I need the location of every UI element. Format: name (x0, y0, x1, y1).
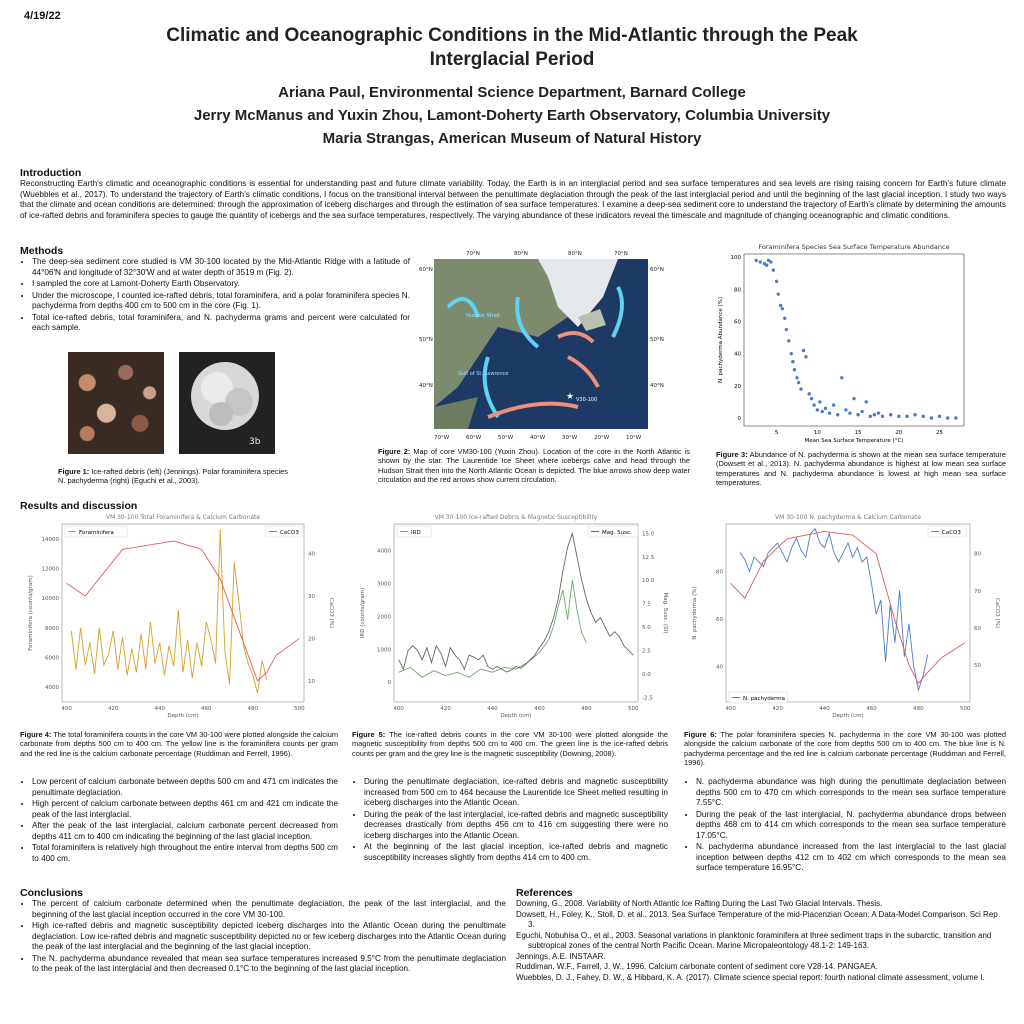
x-tick-label: 500 (294, 706, 305, 712)
data-point (781, 307, 784, 310)
y-axis-label: CaCO3 (%) (994, 597, 1000, 629)
x-tick-label: 460 (534, 706, 545, 712)
data-point (759, 260, 762, 263)
legend-label: CaCO3 (280, 530, 299, 536)
poster-date: 4/19/22 (24, 10, 61, 22)
conclusions-list (20, 899, 506, 975)
series-line-mag-susc (399, 533, 634, 672)
x-tick-label: 460 (866, 706, 877, 712)
data-point (905, 415, 908, 418)
conclusions-heading: Conclusions (20, 887, 84, 899)
caption-label: Figure 1: (58, 467, 90, 476)
x-tick-label: 420 (772, 706, 783, 712)
y-tick-label: 0.0 (642, 671, 651, 678)
data-point (865, 400, 868, 403)
foraminifera-shell-icon (179, 352, 275, 454)
results-list-1 (20, 777, 338, 865)
map-bottom-labels (434, 435, 642, 441)
y-tick-label: 10 (308, 678, 315, 685)
y-tick-label: 60 (734, 319, 741, 326)
map-left-labels (419, 267, 433, 389)
list-item: • During the peak of the last interglacial, ice-rafted debris and magnetic susceptibility decreases drastically from depths 456 cm to 416 cm suggesting there were no iceberg discharges into the Atlantic Ocean. (364, 810, 668, 842)
introduction-section (20, 167, 1006, 221)
caption-text: The ice-rafted debris counts in the core VM 30-100 were plotted alongside the magnetic susceptibility from depths 500 cm to 400 cm. The green line is the ice-rafted debris counts per gram and the grey line is the magnetic susceptibility (Downing, 2008). (352, 730, 668, 758)
data-point (797, 381, 800, 384)
data-point (804, 355, 807, 358)
legend-label: Foraminifera (79, 530, 114, 536)
svg-text:50°N: 50°N (419, 337, 433, 343)
reference-item: Eguchi, Nobuhisa O., et al., 2003. Seasonal variations in planktonic foraminifera at three sediment traps in the subarctic, transition and subtropical zones of the central North Pacific Ocean. Marine Micropaleontology 48.1-2: 149-163. (516, 930, 992, 950)
list-item: • N. pachyderma abundance increased from the last interglacial to the last glacial inception between depths 412 cm to 402 cm which corresponds to the mean sea surface temperature 16.95°C. (696, 842, 1006, 874)
list-item: • At the beginning of the last glacial inception, ice-rafted debris and magnetic susceptibility increases slightly from depths 414 cm to 400 cm. (364, 842, 668, 863)
x-tick-label: 480 (913, 706, 924, 712)
conclusions-section (20, 887, 506, 976)
data-point (828, 411, 831, 414)
data-point (810, 397, 813, 400)
x-tick-label: 480 (247, 706, 259, 712)
y-axis-label: N. pachyderma (%) (692, 586, 698, 640)
svg-text:50°N: 50°N (650, 337, 664, 343)
data-point (812, 403, 815, 406)
caption-text: The polar foraminifera species N. pachyderma in the core VM 30-100 was plotted alongside the calcium carbonate of the core from depths 500 cm to 400 cm. The blue line is N. pachyderma percentage and the red line is calcium carbonate percentage (Ruddiman and Ferrell, 1996). (684, 730, 1006, 768)
data-point (783, 317, 786, 320)
figure1-caption (58, 467, 288, 486)
data-point (946, 416, 949, 419)
list-item: • N. pachyderma abundance was high during the penultimate deglaciation between depths 500 cm to 470 cm which corresponds to the mean sea surface temperature 7.55°C. (696, 777, 1006, 809)
x-tick-label: 440 (487, 706, 498, 712)
x-tick-label: 400 (725, 706, 736, 712)
data-point (889, 413, 892, 416)
list-item: • Under the microscope, I counted ice-rafted debris, total foraminifera, and a polar foraminifera species N. pachyderma from depths 400 cm to 500 cm in the core (Fig. 1). (32, 291, 410, 312)
y-tick-label: 20 (734, 383, 741, 390)
caption-label: Figure 2: (378, 447, 411, 456)
x-tick-label: 20 (895, 430, 903, 436)
plot-frame (62, 524, 304, 702)
results-heading: Results and discussion (20, 500, 138, 512)
y-tick-label: 40 (308, 551, 315, 558)
map-label: Hudson Strait (466, 313, 501, 319)
y-tick-label: 0 (387, 680, 391, 687)
data-point (954, 416, 957, 419)
figure3-scatter-chart (714, 240, 976, 445)
chart-title: VM 30-100 Total Foraminifera & Calcium Carbonate (105, 514, 261, 521)
svg-text:20°W: 20°W (594, 435, 610, 441)
caption-text: The total foraminifera counts in the core VM 30-100 were plotted alongside the calcium carbonate from depths 500 cm to 400 cm. The yellow line is the foraminifera counts per gram and the red line is the calcium carbonate percentage (Ruddiman and Ferrell, 1996). (20, 730, 338, 758)
chart-title: Foraminifera Species Sea Surface Temperature Abundance (758, 243, 950, 251)
poster-title-line2: Interglacial Period (429, 49, 595, 70)
results-list-3 (684, 777, 1006, 875)
data-point (913, 413, 916, 416)
author-line: Jerry McManus and Yuxin Zhou, Lamont-Doherty Earth Observatory, Columbia University (193, 107, 831, 124)
x-axis-label: Depth (cm) (832, 713, 864, 719)
x-tick-label: 500 (628, 706, 639, 712)
map-right-labels (650, 267, 664, 389)
figure3-caption (716, 450, 1006, 488)
y-tick-label: 8000 (45, 625, 59, 632)
x-tick-label: 10 (813, 430, 821, 436)
y-axis-label: IRD (counts/gram) (360, 587, 366, 639)
poster-title-line1: Climatic and Oceanographic Conditions in the Mid-Atlantic through the Peak (166, 25, 858, 46)
y-axis-label: N. pachyderma Abundance (%) (718, 297, 724, 383)
map-top-labels (466, 251, 628, 257)
data-point (836, 413, 839, 416)
legend-label: IRD (411, 530, 421, 536)
north-atlantic-map (418, 247, 664, 445)
svg-text:30°W: 30°W (562, 435, 578, 441)
x-tick-label: 480 (581, 706, 592, 712)
data-point (840, 376, 843, 379)
y-axis-label: Foraminifera (counts/gram) (28, 575, 34, 651)
svg-text:80°N: 80°N (568, 251, 582, 257)
reference-item: Ruddiman, W.F., Farrell, J. W., 1996. Calcium carbonate content of sediment core V28-14. PANGAEA. (516, 962, 878, 971)
data-point (881, 415, 884, 418)
data-point (869, 415, 872, 418)
references-section (516, 887, 1006, 983)
data-point (769, 260, 772, 263)
data-point (844, 408, 847, 411)
svg-text:10°W: 10°W (626, 435, 642, 441)
references-heading: References (516, 887, 573, 899)
reference-item: Wuebbles, D. J., Fahey, D. W., & Hibbard, K. A. (2017). Climate science special report: fourth national climate assessment, volume I. (516, 972, 985, 982)
data-point (799, 387, 802, 390)
list-item: • High percent of calcium carbonate between depths 461 cm and 421 cm indicate the peak of the last interglacial. (32, 799, 338, 820)
map-label: V30-100 (576, 397, 598, 403)
data-point (816, 408, 819, 411)
y-tick-label: 100 (730, 255, 741, 262)
reference-item: Dowsett, H., Foley, K., Stoll, D. et al., 2013. Sea Surface Temperature of the mid-Piacenzian Ocean: A Data-Model Comparison. Sci Rep 3. (516, 909, 998, 929)
x-tick-label: 420 (107, 706, 119, 712)
figure5-line-chart (352, 510, 674, 725)
list-item: • The deep-sea sediment core studied is VM 30-100 located by the Mid-Atlantic Ridge with a latitude of 44°06'N and longitude of 32°30'W and at water depth of 3519 m (Fig. 2). (32, 257, 410, 278)
y-tick-label: 15.0 (642, 531, 655, 538)
series-line-caco3 (731, 531, 966, 683)
legend-label: Mag. Susc. (602, 530, 632, 536)
list-item: • Low percent of calcium carbonate between depths 500 cm and 471 cm indicates the penultimate deglaciation. (32, 777, 338, 798)
caption-label: Figure 3: (716, 450, 748, 459)
series-line-pachyderma (740, 529, 928, 690)
series-line-ird (399, 580, 587, 677)
y-tick-label: 5.0 (642, 625, 651, 632)
data-point (795, 376, 798, 379)
svg-text:50°W: 50°W (498, 435, 514, 441)
reference-item: Jennings, A.E. INSTAAR. (516, 951, 606, 961)
y-tick-label: 40 (716, 664, 723, 671)
y-tick-label: 20 (308, 636, 315, 643)
data-point (877, 411, 880, 414)
data-point (791, 360, 794, 363)
series-line-foraminifera (71, 530, 266, 693)
y-tick-label: 80 (716, 569, 723, 576)
data-point (765, 264, 768, 267)
svg-text:40°N: 40°N (650, 383, 664, 389)
figure4-caption (20, 730, 338, 758)
x-tick-label: 5 (774, 430, 779, 436)
photo-label: 3b (249, 437, 261, 447)
y-tick-label: 7.5 (642, 601, 651, 608)
results-list-2 (352, 777, 668, 864)
data-point (807, 392, 810, 395)
y-tick-label: 2000 (377, 614, 391, 621)
x-tick-label: 440 (819, 706, 830, 712)
core-star-icon: ★ (566, 392, 575, 402)
legend-label: CaCO3 (942, 530, 961, 536)
caption-label: Figure 5: (352, 730, 386, 739)
list-item: • Total foraminifera is relatively high throughout the entire interval from depths 500 cm to 400 cm. (32, 843, 338, 864)
y-tick-label: 30 (308, 594, 315, 601)
y-tick-label: 10000 (41, 596, 59, 603)
pachyderma-photo (179, 352, 275, 454)
y-axis-label: CaCO3 (%) (328, 597, 334, 629)
data-point (938, 415, 941, 418)
legend-label: N. pachyderma (743, 696, 786, 702)
list-item: • The N. pachyderma abundance revealed that mean sea surface temperatures increased 9.5°C from the penultimate deglaciation to the peak of the last interglacial and then decreased 0.1°C to the beginning of the last glacial inception. (32, 954, 506, 975)
y-tick-label: 2.5 (642, 648, 651, 655)
y-tick-label: 40 (734, 351, 741, 358)
figure2-caption (378, 447, 690, 485)
y-tick-label: 12.5 (642, 554, 655, 561)
y-tick-label: 14000 (41, 536, 59, 543)
ice-rafted-debris-photo (68, 352, 164, 454)
y-tick-label: 4000 (377, 548, 391, 555)
chart-title: VM 30-100 Ice-rafted Debris & Magnetic Susceptibility (434, 514, 598, 521)
data-point (818, 400, 821, 403)
x-axis-label: Depth (cm) (167, 713, 199, 719)
caption-label: Figure 4: (20, 730, 52, 739)
svg-text:70°N: 70°N (614, 251, 628, 257)
svg-text:40°N: 40°N (419, 383, 433, 389)
data-point (873, 413, 876, 416)
data-point (930, 416, 933, 419)
y-axis-label: Mag. Susc. (SI) (662, 592, 668, 634)
methods-section (20, 245, 410, 335)
plot-frame (394, 524, 638, 702)
data-point (787, 339, 790, 342)
plot-frame (726, 524, 970, 702)
author-line: Ariana Paul, Environmental Science Department, Barnard College (278, 84, 746, 101)
poster-title (0, 24, 1024, 72)
svg-text:60°W: 60°W (466, 435, 482, 441)
data-point (793, 368, 796, 371)
data-point (832, 403, 835, 406)
svg-text:60°N: 60°N (650, 267, 664, 273)
x-tick-label: 25 (936, 430, 944, 436)
list-item: • The percent of calcium carbonate determined when the penultimate deglaciation, the peak of the last interglacial, and the beginning of the last glacial inception occurred in the core VM 30-100. (32, 899, 506, 920)
y-tick-label: 80 (974, 551, 981, 558)
y-tick-label: 10.0 (642, 578, 655, 585)
x-tick-label: 400 (393, 706, 404, 712)
introduction-text: Reconstructing Earth’s climatic and oceanographic conditions is essential for understanding past and future climate variability. Today, the Earth is in an interglacial period and sea surface temperatures and sea levels are rising raising concern for Earth’s future climate (Wuebbles et al., 2017). To understand the trajectory of Earth’s climatic conditions, I focus on the transitional interval between the penultimate deglaciation through the peak of the last interglacial period and until the beginning of the last glacial inception. I study two ways that the climate and ocean conditions are determined: through the approximation of iceberg discharges and through the estimation of sea surface temperatures. I examine a deep-sea sediment core to understand the trajectory of Earth’s climate by determining the amounts of ice-rafted debris and foraminifera species to gauge the quantity of icebergs and the sea surface temperatures, respectively. The varying abundance of these indicators reveal the timescale and magnitude of changing oceanographic and climatic conditions. (20, 179, 1006, 220)
list-item: • Total ice-rafted debris, total foraminifera, and N. pachyderma grams and percent were calculated for each sample. (32, 313, 410, 334)
data-point (779, 304, 782, 307)
data-point (775, 280, 778, 283)
y-tick-label: 4000 (45, 685, 59, 692)
list-item: • High ice-rafted debris and magnetic susceptibility depicted iceberg discharges into the Atlantic Ocean during the penultimate deglaciation. Low ice-rafted debris and magnetic susceptibility depicted no or few iceberg discharges into the Atlantic Ocean during the peak of the last interglacial and the beginning of the last glacial inception. (32, 921, 506, 953)
svg-text:70°N: 70°N (466, 251, 480, 257)
y-tick-label: 3000 (377, 581, 391, 588)
data-point (755, 259, 758, 262)
introduction-heading: Introduction (20, 167, 82, 179)
map-label: Gulf of St. Lawrence (458, 371, 509, 377)
figure6-caption (684, 730, 1006, 768)
data-point (777, 292, 780, 295)
y-tick-label: 6000 (45, 655, 59, 662)
data-point (772, 268, 775, 271)
data-point (856, 413, 859, 416)
svg-text:70°W: 70°W (434, 435, 450, 441)
data-point (824, 407, 827, 410)
x-tick-label: 500 (960, 706, 971, 712)
list-item: • During the penultimate deglaciation, ice-rafted debris and magnetic susceptibility increased from 500 cm to 464 because the Laurentide Ice Sheet melted resulting in iceberg discharges into the Atlantic Ocean. (364, 777, 668, 809)
caption-label: Figure 6: (684, 730, 717, 739)
y-tick-label: 0 (737, 415, 741, 422)
y-tick-label: -2.5 (642, 695, 653, 702)
data-point (852, 397, 855, 400)
x-tick-label: 15 (854, 430, 862, 436)
x-tick-label: 420 (440, 706, 451, 712)
caption-text: Ice-rafted debris (left) (Jennings). Polar foraminifera species N. pachyderma (right) (Eguchi et al., 2003). (58, 467, 288, 486)
author-line: Maria Strangas, American Museum of Natural History (322, 130, 702, 147)
chart-title: VM 30-100 N. pachyderma & Calcium Carbonate (774, 514, 922, 521)
caption-text: Abundance of N. pachyderma is shown at the mean sea surface temperature (Dowsett et al., 2013). N. pachyderma abundance is highest at low mean sea surface temperatures and N. pachyderma abundance is lowest at high mean sea surface temperatures. (716, 450, 1006, 488)
figure6-line-chart (684, 510, 1006, 725)
series-line-caco3 (67, 541, 300, 681)
x-tick-label: 460 (201, 706, 212, 712)
x-tick-label: 400 (61, 706, 72, 712)
y-tick-label: 1000 (377, 647, 391, 654)
list-item: • I sampled the core at Lamont-Doherty Earth Observatory. (32, 279, 410, 290)
x-tick-label: 440 (154, 706, 165, 712)
y-tick-label: 80 (734, 287, 741, 294)
y-tick-label: 60 (974, 625, 981, 632)
methods-list (20, 257, 410, 334)
svg-text:60°N: 60°N (419, 267, 433, 273)
list-item: • During the peak of the last interglacial, N. pachyderma abundance drops between depths 468 cm to 414 cm which corresponds to the mean sea surface temperature 17.05°C. (696, 810, 1006, 842)
svg-text:40°W: 40°W (530, 435, 546, 441)
data-point (785, 328, 788, 331)
x-axis-label: Depth (cm) (500, 713, 532, 719)
data-point (860, 410, 863, 413)
svg-text:80°N: 80°N (514, 251, 528, 257)
list-item: • After the peak of the last interglacial, calcium carbonate percent decreased from depths 411 cm to 400 cm indicating the beginning of the last glacial inception. (32, 821, 338, 842)
x-axis-label: Mean Sea Surface Temperature (°C) (804, 438, 904, 444)
reference-item: Downing, G., 2008. Variability of North Atlantic Ice Rafting During the Last Two Glacial Intervals. Thesis. (516, 899, 883, 908)
data-point (790, 352, 793, 355)
figure5-caption (352, 730, 668, 758)
y-tick-label: 12000 (41, 566, 59, 573)
caption-text: Map of core VM30-100 (Yuxin Zhou). Location of the core in the North Atlantic is shown by the star. The Laurentide Ice Sheet where icebergs calve and head through the Hudson Strait then into the North Atlantic Ocean is depicted. The blue arrows show deep water circulation and the red arrows show current circulation. (378, 447, 690, 485)
y-tick-label: 50 (974, 662, 981, 669)
y-tick-label: 60 (716, 616, 723, 623)
y-tick-label: 70 (974, 588, 981, 595)
data-point (897, 415, 900, 418)
methods-heading: Methods (20, 245, 64, 257)
data-point (922, 415, 925, 418)
data-point (821, 410, 824, 413)
data-point (848, 411, 851, 414)
figure4-line-chart (20, 510, 340, 725)
data-point (802, 349, 805, 352)
